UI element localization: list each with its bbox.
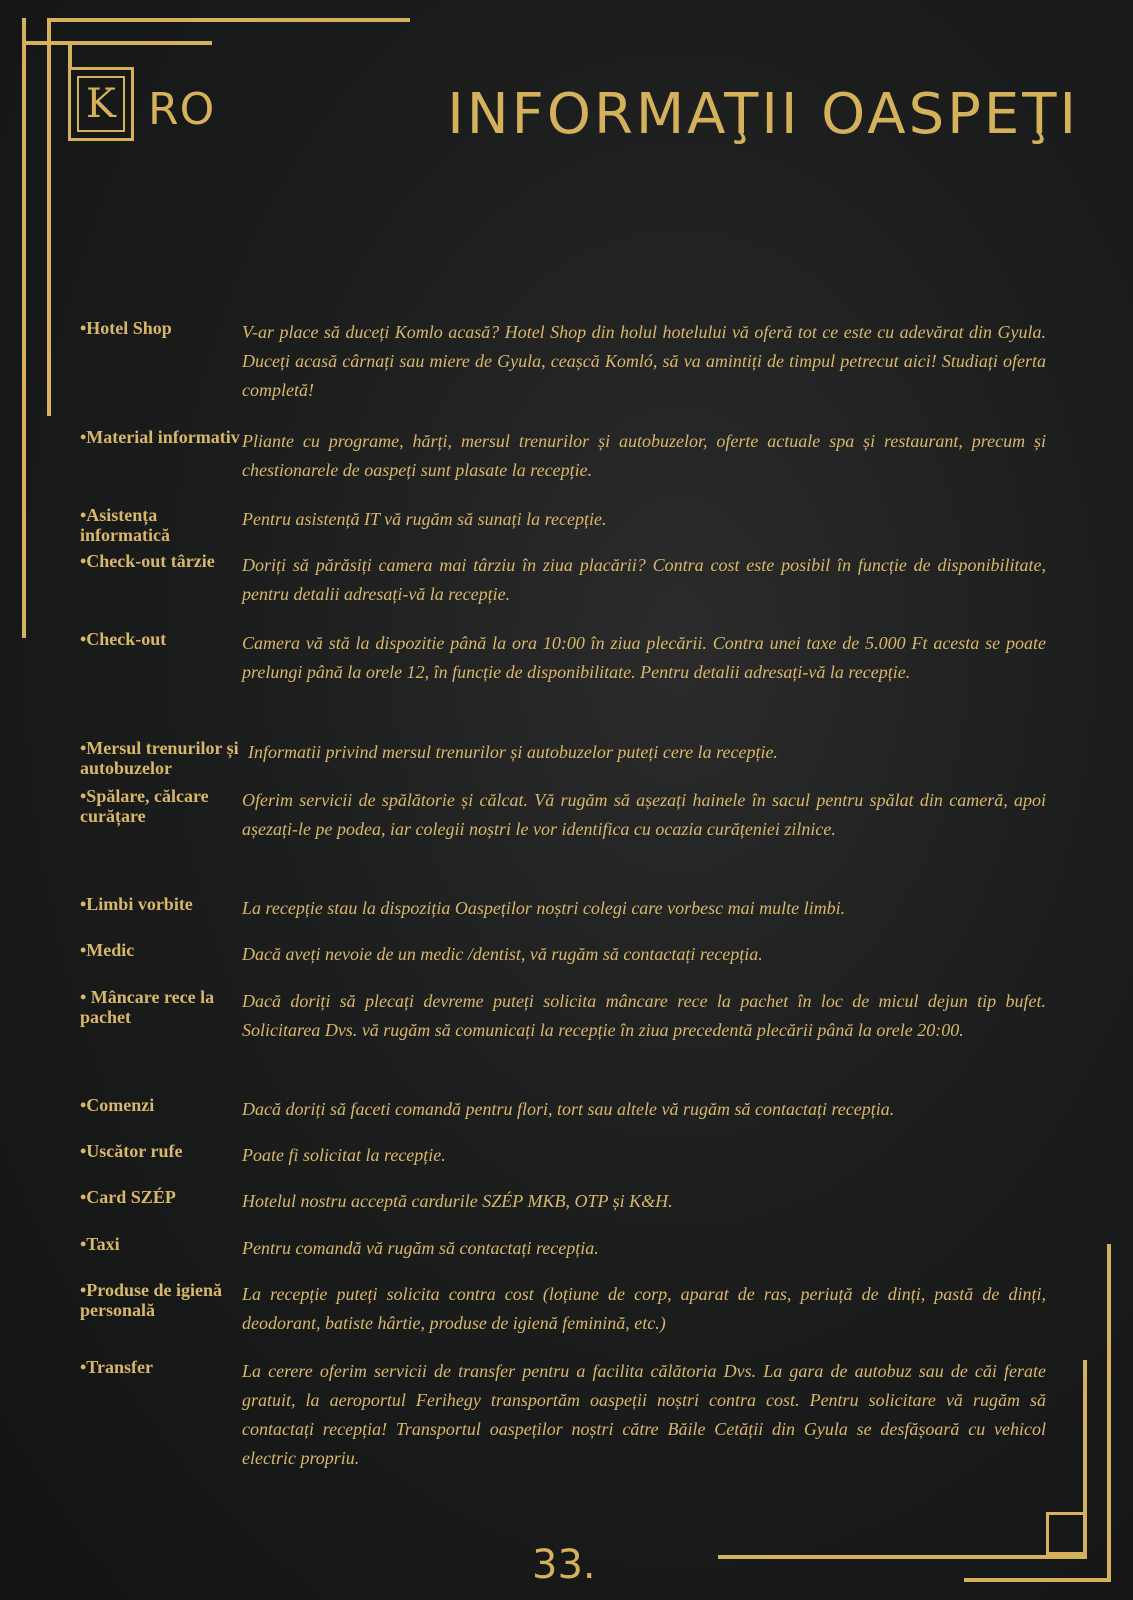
entry-label: •Check-out târzie xyxy=(80,551,215,571)
frame-line xyxy=(22,41,212,45)
entry-label: •Mersul trenurilor și autobuzelor xyxy=(80,738,239,778)
entry-label: •Spălare, călcare curățare xyxy=(80,786,209,826)
entry-text: V-ar place să duceți Komlo acasă? Hotel Shop din holul hotelului vă oferă tot ce este cu adevărat din Gyula. Duceți acasă cârnați sau miere de Gyula, ceașcă Komló, să va amintiți de timpul petrecut aici! Studiați oferta completă! xyxy=(242,322,1046,400)
entry-text: Pentru asistență IT vă rugăm să sunați la recepție. xyxy=(242,509,607,529)
frame-line xyxy=(1107,1244,1111,1582)
frame-line xyxy=(964,1578,1111,1582)
entry-label: •Taxi xyxy=(80,1234,120,1254)
frame-line xyxy=(22,18,26,638)
entry-label: •Comenzi xyxy=(80,1095,155,1115)
page-number: 33. xyxy=(532,1542,596,1588)
frame-line xyxy=(718,1555,1087,1559)
entry-text: Dacă doriți să plecați devreme puteți solicita mâncare rece la pachet în loc de micul dejun tip bufet. Solicitarea Dvs. vă rugăm să comunicați la recepție în ziua precedentă plecării până la orele 20:00. xyxy=(242,991,1046,1040)
entry-text: Hotelul nostru acceptă cardurile SZÉP MKB, OTP și K&H. xyxy=(242,1191,673,1211)
entry-label: •Asistența informatică xyxy=(80,505,170,545)
page-title: INFORMAŢII OASPEŢI xyxy=(447,82,1079,147)
frame-line xyxy=(47,18,51,416)
entry-label: •Material informativ xyxy=(80,427,240,447)
entry-text: Informatii privind mersul trenurilor și autobuzelor puteți cere la recepție. xyxy=(248,742,778,762)
entry-text: Poate fi solicitat la recepție. xyxy=(242,1145,446,1165)
entry-label: •Check-out xyxy=(80,629,167,649)
entry-text: Camera vă stă la dispozitie până la ora 10:00 în ziua plecării. Contra unei taxe de 5.000 Ft acesta se poate prelungi până la orele 12, în funcție de disponibilitate. Pentru detalii adresați-vă la recepție. xyxy=(242,633,1046,682)
entry-text: La recepție puteți solicita contra cost (loțiune de corp, aparat de ras, periuță de dinți, pastă de dinți, deodorant, batiste hârtie, produse de igienă feminină, etc.) xyxy=(242,1284,1046,1333)
entry-text: La cerere oferim servicii de transfer pentru a facilita călătoria Dvs. La gara de autobuz sau de căi ferate gratuit, la aeroportul Ferihegy transportăm oaspeții noștri contra cost. Pentru solicitare vă rugăm să contactați recepția! Transportul oaspeților noștri către Băile Cetății din Gyula se desfășoară cu vehicol electric propriu. xyxy=(242,1361,1046,1468)
language-code: RO xyxy=(148,84,216,135)
entry-label: • Mâncare rece la pachet xyxy=(80,987,215,1027)
frame-line xyxy=(68,41,72,69)
entry-text: Doriți să părăsiți camera mai târziu în ziua placării? Contra cost este posibil în funcție de disponibilitate, pentru detalii adresați-vă la recepție. xyxy=(242,555,1046,604)
entry-text: La recepție stau la dispoziția Oaspeților noștri colegi care vorbesc mai multe limbi. xyxy=(242,898,846,918)
entry-label: •Hotel Shop xyxy=(80,318,172,338)
logo-letter: K xyxy=(77,76,125,132)
entry-label: •Transfer xyxy=(80,1357,153,1377)
entry-text: Pliante cu programe, hărți, mersul trenurilor și autobuzelor, oferte actuale spa și restaurant, precum și chestionarele de oaspeți sunt plasate la recepție. xyxy=(242,431,1046,480)
corner-ornament xyxy=(1046,1512,1086,1555)
entry-label: •Card SZÉP xyxy=(80,1187,176,1207)
entry-text: Oferim servicii de spălătorie și călcat. Vă rugăm să așezați hainele în sacul pentru spălat din cameră, apoi așezați-le pe podea, iar colegii noștri le vor identifica cu ocazia curățeniei zilnice. xyxy=(242,790,1046,839)
entry-text: Dacă doriți să faceti comandă pentru flori, tort sau altele vă rugăm să contactați recepția. xyxy=(242,1099,895,1119)
hotel-logo xyxy=(68,67,134,141)
entry-label: •Limbi vorbite xyxy=(80,894,193,914)
entry-label: •Medic xyxy=(80,940,135,960)
entry-text: Pentru comandă vă rugăm să contactați recepția. xyxy=(242,1238,599,1258)
entry-label: •Uscător rufe xyxy=(80,1141,183,1161)
entry-text: Dacă aveți nevoie de un medic /dentist, vă rugăm să contactați recepția. xyxy=(242,944,763,964)
entry-label: •Produse de igienă personală xyxy=(80,1280,222,1320)
frame-line xyxy=(47,18,410,22)
